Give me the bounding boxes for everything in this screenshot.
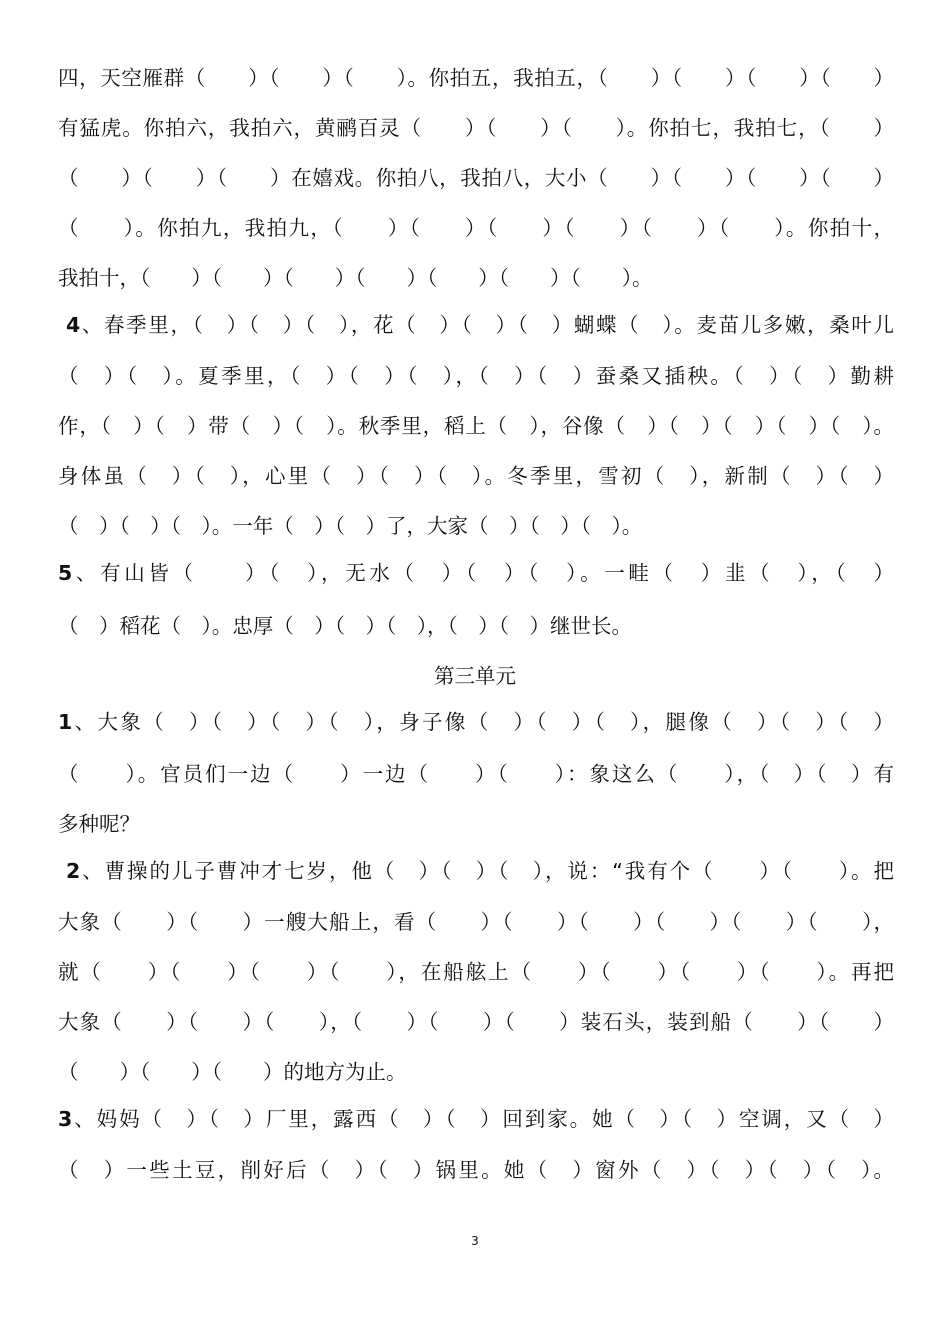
page-number: 3 (471, 1234, 479, 1248)
question-text: 、有山皆（ ）（ ），无水（ ）（ ）（ ）。一畦（ ）韭（ ），（ ） (72, 561, 894, 585)
question-4-line (66, 311, 894, 339)
question-number: 1 (58, 710, 73, 734)
text-line: （ ）。官员们一边（ ）一边（ ）（ ）：象这么（ ），（ ）（ ）有 (58, 762, 894, 786)
question-number: 3 (58, 1107, 73, 1131)
section-title: 第三单元 (434, 664, 516, 688)
question-1-line (58, 708, 894, 736)
text-line: 大象（ ）（ ）一艘大船上，看（ ）（ ）（ ）（ ）（ ）（ ）， (58, 910, 894, 934)
text-line: （ ）（ ）（ ）的地方为止。 (58, 1060, 407, 1084)
text-line: 四，天空雁群（ ）（ ）（ ）。你拍五，我拍五，（ ）（ ）（ ）（ ） (58, 66, 894, 90)
question-text: 、大象（ ）（ ）（ ）（ ），身子像（ ）（ ）（ ），腿像（ ）（ ）（ ） (72, 710, 894, 734)
text-line: 身体虽（ ）（ ），心里（ ）（ ）（ ）。冬季里，雪初（ ），新制（ ）（ ） (58, 464, 894, 488)
text-line: （ ）（ ）。夏季里，（ ）（ ）（ ），（ ）（ ）蚕桑又插秧。（ ）（ ）勤耕 (58, 364, 894, 388)
question-5-line (58, 559, 894, 587)
text-line: 大象（ ）（ ）（ ），（ ）（ ）（ ）装石头，装到船（ ）（ ） (58, 1010, 894, 1034)
text-line: （ ）稻花（ ）。忠厚（ ）（ ）（ ），（ ）（ ）继世长。 (58, 614, 632, 638)
text-line: 有猛虎。你拍六，我拍六，黄鹂百灵（ ）（ ）（ ）。你拍七，我拍七，（ ） (58, 116, 894, 140)
text-line: （ ）（ ）（ ）。一年（ ）（ ）了，大家（ ）（ ）（ ）。 (58, 514, 643, 538)
question-number: 5 (58, 561, 73, 585)
question-text: 、春季里，（ ）（ ）（ ），花（ ）（ ）（ ）蝴蝶（ ）。麦苗儿多嫩，桑叶儿 (80, 313, 894, 337)
question-3-line (58, 1105, 894, 1133)
question-2-line (66, 857, 894, 885)
question-number: 2 (66, 859, 81, 883)
text-line: 我拍十，（ ）（ ）（ ）（ ）（ ）（ ）（ ）。 (58, 266, 653, 290)
text-line: 多种呢？ (58, 812, 140, 836)
text-line: （ ）（ ）（ ）在嬉戏。你拍八，我拍八，大小（ ）（ ）（ ）（ ） (58, 166, 894, 190)
text-line: （ ）。你拍九，我拍九，（ ）（ ）（ ）（ ）（ ）（ ）。你拍十， (58, 216, 894, 240)
text-line: 就（ ）（ ）（ ）（ ），在船舷上（ ）（ ）（ ）（ ）。再把 (58, 960, 894, 984)
question-text: 、妈妈（ ）（ ）厂里，露西（ ）（ ）回到家。她（ ）（ ）空调，又（ ） (72, 1107, 894, 1131)
text-line: （ ）一些土豆，削好后（ ）（ ）锅里。她（ ）窗外（ ）（ ）（ ）（ ）。 (58, 1158, 894, 1182)
question-text: 、曹操的儿子曹冲才七岁，他（ ）（ ）（ ），说：“我有个（ ）（ ）。把 (80, 859, 894, 883)
question-number: 4 (66, 313, 81, 337)
text-line: 作，（ ）（ ）带（ ）（ ）。秋季里，稻上（ ），谷像（ ）（ ）（ ）（ ）（ ）。 (58, 414, 894, 438)
